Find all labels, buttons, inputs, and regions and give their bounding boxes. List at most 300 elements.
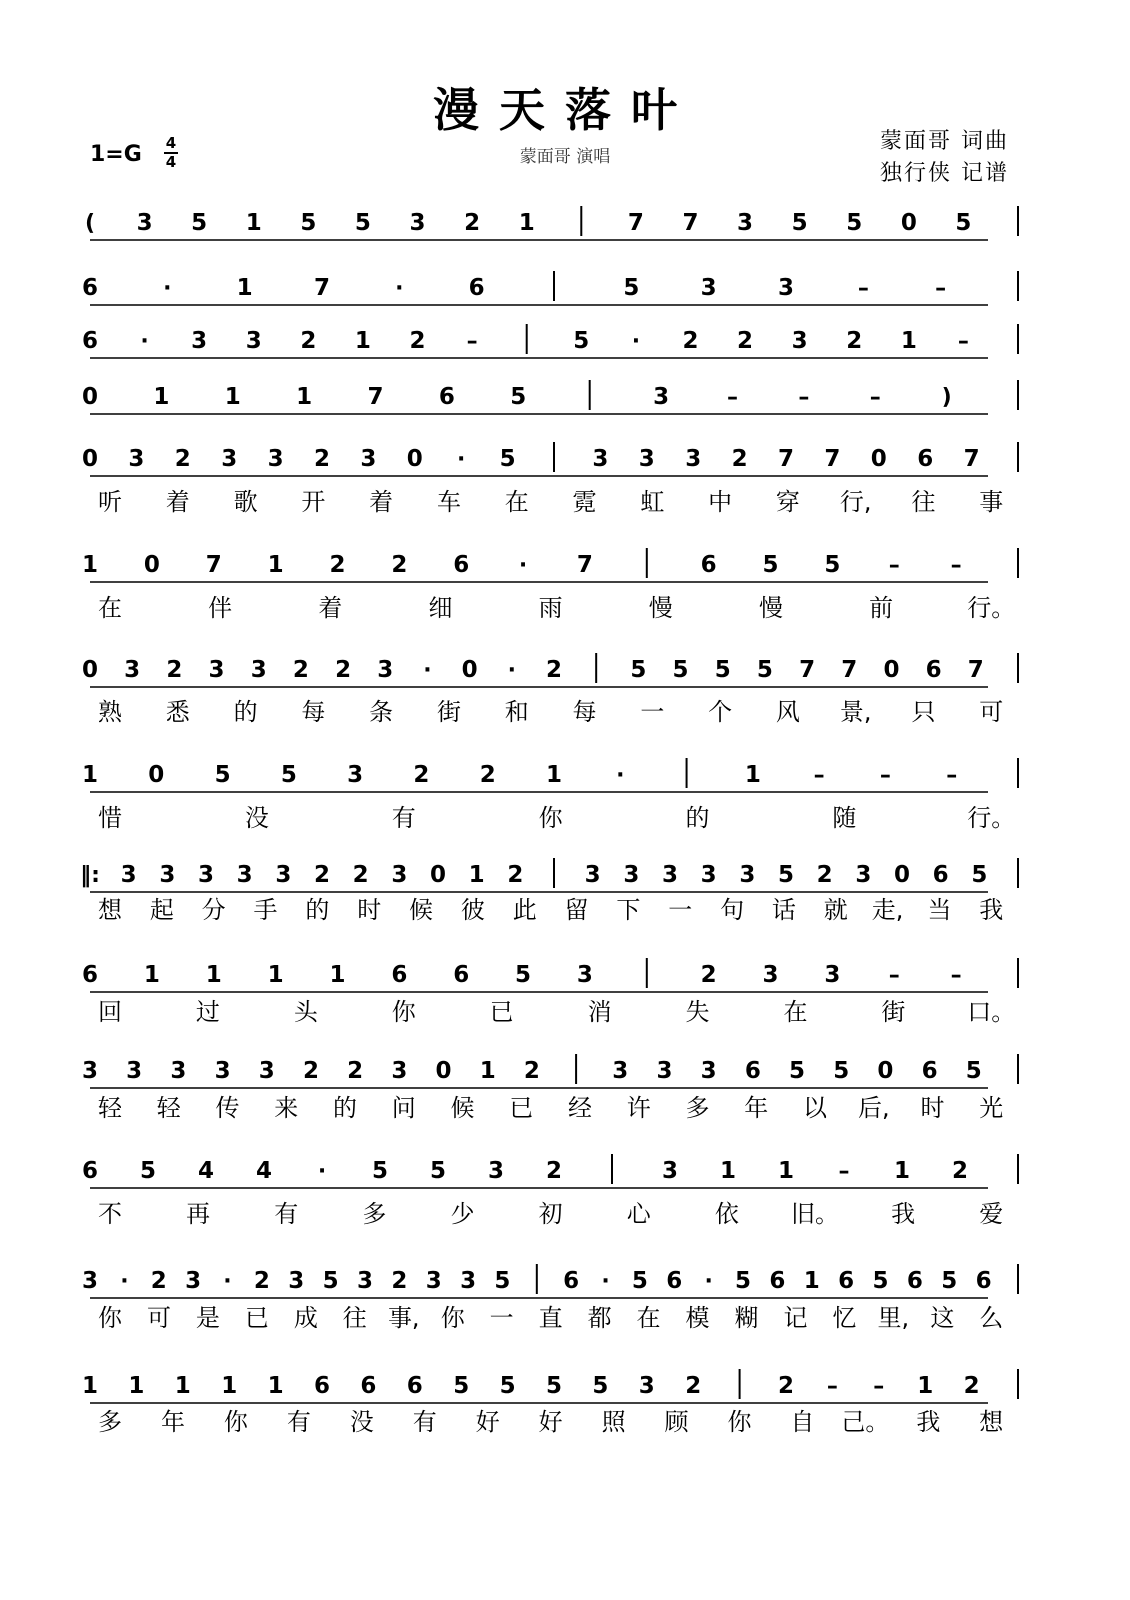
note: 2 bbox=[150, 1268, 167, 1294]
note: 3 bbox=[250, 657, 267, 683]
score-symbol: – bbox=[946, 763, 958, 788]
lyric-char: 里, bbox=[877, 1304, 910, 1332]
lyric-char: 往 bbox=[911, 488, 936, 516]
note: 3 bbox=[661, 862, 679, 888]
note: 1 bbox=[719, 1158, 737, 1184]
note: 1 bbox=[81, 552, 99, 578]
score-symbol: · bbox=[317, 1159, 327, 1184]
score-symbol: – bbox=[950, 963, 962, 988]
lyric-char: 口。 bbox=[967, 998, 1016, 1026]
lyric-char: 熟 bbox=[98, 698, 122, 726]
note: 3 bbox=[197, 862, 215, 888]
score-system bbox=[82, 1264, 1018, 1332]
note: 2 bbox=[479, 762, 496, 788]
lyric-char: 慢 bbox=[758, 594, 783, 622]
lyric-char: 听 bbox=[98, 488, 122, 516]
lyric-char: 旧。 bbox=[791, 1200, 840, 1228]
note: 5 bbox=[735, 1268, 752, 1294]
lyric-char: 候 bbox=[409, 896, 434, 924]
note: 2 bbox=[464, 210, 481, 236]
score-symbol: · bbox=[163, 276, 172, 301]
note: 3 bbox=[267, 446, 284, 472]
song-title: 漫天落叶 bbox=[433, 83, 697, 137]
note: 3 bbox=[288, 1268, 305, 1294]
note: 3 bbox=[208, 657, 225, 683]
lyric-char: 一 bbox=[640, 698, 665, 726]
lyric-char: 我 bbox=[891, 1200, 916, 1228]
score-symbol: – bbox=[957, 329, 969, 354]
lyric-char: 你 bbox=[440, 1304, 465, 1332]
lyric-char: 留 bbox=[564, 896, 589, 924]
score-symbol: – bbox=[726, 385, 738, 410]
note: 3 bbox=[460, 1268, 477, 1294]
note: 6 bbox=[975, 1268, 992, 1294]
lyric-char: 消 bbox=[587, 998, 612, 1026]
note: 2 bbox=[413, 762, 430, 788]
note: 5 bbox=[630, 657, 647, 683]
note: 3 bbox=[855, 862, 872, 888]
note: 5 bbox=[214, 762, 231, 788]
note: 3 bbox=[700, 862, 717, 888]
note: 3 bbox=[592, 446, 609, 472]
note: 1 bbox=[296, 384, 313, 410]
lyric-char: 中 bbox=[708, 488, 733, 516]
note: 1 bbox=[81, 1373, 99, 1399]
note: 5 bbox=[499, 1373, 516, 1399]
note: 2 bbox=[174, 446, 191, 472]
lyric-char: 只 bbox=[911, 698, 936, 726]
note: 2 bbox=[302, 1058, 319, 1084]
note: 1 bbox=[518, 210, 535, 236]
lyric-char: 慢 bbox=[648, 594, 673, 622]
lyric-char: 好 bbox=[538, 1408, 563, 1436]
note: 2 bbox=[166, 657, 183, 683]
note: 1 bbox=[354, 328, 371, 354]
lyric-char: 景, bbox=[839, 698, 872, 726]
lyric-char: 个 bbox=[708, 698, 733, 726]
score-symbol: – bbox=[888, 553, 900, 578]
note: 1 bbox=[803, 1268, 820, 1294]
lyric-char: 行。 bbox=[967, 804, 1016, 832]
lyric-char: 可 bbox=[146, 1304, 171, 1332]
lyric-char: 街 bbox=[436, 698, 461, 726]
note: 3 bbox=[360, 446, 377, 472]
note: 6 bbox=[925, 657, 942, 683]
note: 3 bbox=[170, 1058, 187, 1084]
lyric-char: 此 bbox=[512, 896, 537, 924]
note: 7 bbox=[841, 657, 858, 683]
note: 3 bbox=[128, 446, 145, 472]
lyric-char: 话 bbox=[771, 896, 796, 924]
note: 1 bbox=[777, 1158, 795, 1184]
note: 3 bbox=[391, 1058, 408, 1084]
lyric-char: 都 bbox=[587, 1304, 612, 1332]
lyric-char: 忆 bbox=[832, 1304, 857, 1332]
score-symbol: – bbox=[869, 385, 881, 410]
note: 7 bbox=[367, 384, 384, 410]
lyric-char: 不 bbox=[98, 1200, 122, 1228]
lyric-char: 年 bbox=[744, 1094, 769, 1122]
note: 6 bbox=[438, 384, 455, 410]
lyric-char: 心 bbox=[626, 1200, 651, 1228]
lyric-char: 想 bbox=[979, 1408, 1004, 1436]
note: 0 bbox=[143, 552, 160, 578]
note: 3 bbox=[136, 210, 153, 236]
score-symbol: · bbox=[395, 276, 404, 301]
note: 5 bbox=[714, 657, 731, 683]
lyric-char: 失 bbox=[685, 998, 710, 1026]
lyric-char: 细 bbox=[428, 594, 453, 622]
note: 3 bbox=[612, 1058, 629, 1084]
note: 3 bbox=[120, 862, 137, 888]
note: 3 bbox=[824, 962, 841, 988]
lyric-char: 事, bbox=[387, 1304, 420, 1332]
note: 2 bbox=[313, 446, 331, 472]
note: 1 bbox=[900, 328, 917, 354]
score-symbol: – bbox=[879, 763, 891, 788]
note: 5 bbox=[971, 862, 988, 888]
note: 3 bbox=[685, 446, 702, 472]
lyric-char: 彼 bbox=[460, 896, 485, 924]
score-symbol: · bbox=[120, 1269, 129, 1294]
note: 2 bbox=[951, 1158, 969, 1184]
score-system bbox=[82, 380, 1018, 414]
lyric-char: 可 bbox=[979, 698, 1004, 726]
note: 5 bbox=[941, 1268, 958, 1294]
note: 5 bbox=[453, 1373, 470, 1399]
lyric-char: 经 bbox=[568, 1094, 593, 1122]
note: 6 bbox=[666, 1268, 683, 1294]
lyric-char: 多 bbox=[685, 1094, 710, 1122]
lyric-char: 是 bbox=[195, 1304, 220, 1332]
note: 1 bbox=[329, 962, 346, 988]
score-system bbox=[85, 206, 1018, 240]
note: 5 bbox=[789, 1058, 806, 1084]
note: 5 bbox=[494, 1268, 511, 1294]
score-symbol: · bbox=[616, 763, 625, 788]
note: 3 bbox=[409, 210, 426, 236]
lyric-char: 候 bbox=[450, 1094, 475, 1122]
note: 5 bbox=[573, 328, 590, 354]
score-system bbox=[82, 1369, 1018, 1436]
note: 5 bbox=[955, 210, 972, 236]
note: 3 bbox=[185, 1268, 202, 1294]
score-system bbox=[82, 271, 1018, 305]
note: 2 bbox=[300, 328, 317, 354]
note: 3 bbox=[81, 1058, 99, 1084]
lyric-char: 我 bbox=[916, 1408, 941, 1436]
note: 1 bbox=[224, 384, 241, 410]
lyric-char: 的 bbox=[685, 804, 710, 832]
note: 6 bbox=[453, 962, 470, 988]
lyric-char: 头 bbox=[293, 998, 318, 1026]
lyric-char: 走, bbox=[871, 896, 904, 924]
note: 0 bbox=[435, 1058, 452, 1084]
lyric-char: 起 bbox=[149, 896, 174, 924]
score-symbol: – bbox=[935, 276, 947, 301]
note: 2 bbox=[545, 657, 563, 683]
lyric-char: 想 bbox=[98, 896, 122, 924]
note: 2 bbox=[409, 328, 426, 354]
lyric-char: 的 bbox=[333, 1094, 358, 1122]
note: 6 bbox=[700, 552, 717, 578]
lyric-char: 穿 bbox=[775, 488, 800, 516]
note: 5 bbox=[756, 657, 773, 683]
note: 1 bbox=[221, 1373, 238, 1399]
note: 5 bbox=[872, 1268, 889, 1294]
score-symbol: · bbox=[423, 658, 432, 683]
lyric-char: 着 bbox=[369, 488, 394, 516]
note: 3 bbox=[576, 962, 593, 988]
note: 0 bbox=[877, 1058, 894, 1084]
lyric-char: 有 bbox=[412, 1408, 437, 1436]
lyric-char: 在 bbox=[98, 594, 122, 622]
lyric-char: 街 bbox=[881, 998, 906, 1026]
note: 2 bbox=[253, 1268, 270, 1294]
note: 0 bbox=[406, 446, 423, 472]
note: 5 bbox=[631, 1268, 648, 1294]
note: 2 bbox=[329, 552, 346, 578]
note: 4 bbox=[197, 1158, 215, 1184]
lyric-char: 多 bbox=[362, 1200, 387, 1228]
lyric-char: 每 bbox=[572, 698, 597, 726]
note: 2 bbox=[682, 328, 699, 354]
note: 3 bbox=[700, 1058, 717, 1084]
note: 0 bbox=[461, 657, 478, 683]
note: 1 bbox=[153, 384, 170, 410]
key-signature: 1=G bbox=[90, 142, 142, 167]
note: 7 bbox=[576, 552, 593, 578]
lyric-char: 爱 bbox=[979, 1200, 1004, 1228]
note: 3 bbox=[214, 1058, 231, 1084]
lyric-char: 前 bbox=[869, 594, 894, 622]
lyric-char: 一 bbox=[489, 1304, 514, 1332]
note: 6 bbox=[563, 1268, 580, 1294]
score-symbol: · bbox=[704, 1269, 713, 1294]
lyric-char: 我 bbox=[979, 896, 1004, 924]
score-system bbox=[82, 758, 1018, 832]
lyric-char: 风 bbox=[775, 698, 800, 726]
note: 6 bbox=[468, 275, 485, 301]
note: 6 bbox=[406, 1373, 423, 1399]
lyric-char: 伴 bbox=[208, 594, 233, 622]
note: 0 bbox=[81, 446, 99, 472]
note: 2 bbox=[846, 328, 863, 354]
note: 6 bbox=[81, 328, 99, 354]
note: 3 bbox=[425, 1268, 442, 1294]
note: 3 bbox=[275, 862, 292, 888]
note: 2 bbox=[777, 1373, 795, 1399]
note: 2 bbox=[335, 657, 352, 683]
lyric-char: 后, bbox=[857, 1094, 890, 1122]
note: 5 bbox=[545, 1373, 563, 1399]
note: 3 bbox=[236, 862, 253, 888]
note: 2 bbox=[391, 1268, 408, 1294]
score-symbol: – bbox=[888, 963, 900, 988]
note: 6 bbox=[81, 962, 99, 988]
lyric-char: 的 bbox=[233, 698, 258, 726]
lyric-char: 模 bbox=[685, 1304, 710, 1332]
note: 2 bbox=[292, 657, 309, 683]
note: 3 bbox=[656, 1058, 673, 1084]
note: 3 bbox=[739, 862, 756, 888]
lyric-char: 着 bbox=[165, 488, 190, 516]
lyric-char: 事 bbox=[979, 488, 1004, 516]
lyric-char: 再 bbox=[186, 1200, 211, 1228]
note: 1 bbox=[267, 1373, 284, 1399]
note: 6 bbox=[744, 1058, 761, 1084]
score-symbol: ‖: bbox=[80, 863, 100, 888]
note: 7 bbox=[313, 275, 331, 301]
lyric-char: 问 bbox=[391, 1094, 416, 1122]
note: 3 bbox=[638, 1373, 655, 1399]
score-symbol: · bbox=[518, 553, 528, 578]
note: 1 bbox=[468, 862, 485, 888]
note: 3 bbox=[584, 862, 601, 888]
note: 3 bbox=[661, 1158, 679, 1184]
lyric-char: 着 bbox=[318, 594, 343, 622]
note: 3 bbox=[221, 446, 238, 472]
score-symbol: – bbox=[798, 385, 810, 410]
note: 6 bbox=[838, 1268, 855, 1294]
note: 3 bbox=[347, 762, 364, 788]
note: 6 bbox=[906, 1268, 923, 1294]
note: 2 bbox=[313, 862, 331, 888]
note: 5 bbox=[139, 1158, 157, 1184]
score-system bbox=[82, 1054, 1018, 1122]
note: 1 bbox=[545, 762, 563, 788]
note: 7 bbox=[799, 657, 816, 683]
lyric-char: 自 bbox=[790, 1408, 815, 1436]
note: 3 bbox=[791, 328, 808, 354]
score-symbol: · bbox=[140, 329, 149, 354]
note: 2 bbox=[700, 962, 717, 988]
lyric-char: 在 bbox=[783, 998, 808, 1026]
note: 2 bbox=[737, 328, 754, 354]
note: 3 bbox=[245, 328, 262, 354]
note: 6 bbox=[917, 446, 934, 472]
lyric-char: 轻 bbox=[156, 1094, 181, 1122]
note: 3 bbox=[638, 446, 655, 472]
note: 1 bbox=[128, 1373, 145, 1399]
lyric-char: 没 bbox=[349, 1408, 374, 1436]
singer-credit: 蒙面哥 演唱 bbox=[519, 147, 611, 167]
lyric-char: 在 bbox=[504, 488, 529, 516]
composer-credit: 蒙面哥 词曲 bbox=[880, 129, 1009, 154]
note: 3 bbox=[356, 1268, 373, 1294]
score-system bbox=[82, 442, 1018, 516]
lyric-char: 已 bbox=[509, 1094, 534, 1122]
score-symbol: ( bbox=[84, 211, 96, 236]
lyric-char: 已 bbox=[244, 1304, 269, 1332]
note: 1 bbox=[479, 1058, 496, 1084]
lyric-char: 下 bbox=[616, 896, 641, 924]
note: 3 bbox=[81, 1268, 99, 1294]
note: 0 bbox=[429, 862, 447, 888]
note: 1 bbox=[143, 962, 160, 988]
lyric-char: 许 bbox=[626, 1094, 651, 1122]
lyric-char: 顾 bbox=[664, 1408, 689, 1436]
time-signature-denominator: 4 bbox=[165, 153, 177, 171]
lyric-char: 么 bbox=[979, 1304, 1004, 1332]
note: 3 bbox=[653, 384, 670, 410]
score-system bbox=[82, 958, 1018, 1026]
lyric-char: 你 bbox=[98, 1304, 122, 1332]
score-symbol: – bbox=[857, 276, 869, 301]
note: 5 bbox=[965, 1058, 982, 1084]
note: 5 bbox=[191, 210, 208, 236]
note: 6 bbox=[932, 862, 949, 888]
lyric-char: 你 bbox=[727, 1408, 752, 1436]
lyric-char: 歌 bbox=[233, 488, 258, 516]
lyric-char: 的 bbox=[305, 896, 330, 924]
note: 1 bbox=[917, 1373, 934, 1399]
note: 1 bbox=[267, 962, 284, 988]
lyric-char: 已 bbox=[489, 998, 514, 1026]
note: 2 bbox=[685, 1373, 702, 1399]
score-symbol: · bbox=[507, 658, 516, 683]
note: 1 bbox=[744, 762, 761, 788]
score-system bbox=[82, 324, 1018, 358]
note: 1 bbox=[81, 762, 99, 788]
lyric-char: 霓 bbox=[572, 488, 597, 516]
note: 5 bbox=[280, 762, 297, 788]
note: 2 bbox=[352, 862, 369, 888]
score-symbol: – bbox=[838, 1159, 850, 1184]
note: 3 bbox=[700, 275, 717, 301]
score-symbol: – bbox=[826, 1374, 838, 1399]
note: 3 bbox=[377, 657, 394, 683]
note: 2 bbox=[963, 1373, 980, 1399]
note: 7 bbox=[682, 210, 699, 236]
note: 3 bbox=[391, 862, 408, 888]
lyric-char: 有 bbox=[274, 1200, 299, 1228]
lyric-char: 你 bbox=[391, 998, 416, 1026]
note: 3 bbox=[191, 328, 208, 354]
lyric-char: 句 bbox=[720, 896, 745, 924]
lyric-char: 轻 bbox=[98, 1094, 122, 1122]
lyric-char: 当 bbox=[927, 896, 952, 924]
note: 1 bbox=[267, 552, 284, 578]
transcriber-credit: 独行侠 记谱 bbox=[880, 161, 1009, 186]
note: 2 bbox=[545, 1158, 563, 1184]
note: 0 bbox=[870, 446, 887, 472]
lyric-char: 时 bbox=[920, 1094, 945, 1122]
note: 5 bbox=[791, 210, 808, 236]
lyric-char: 每 bbox=[301, 698, 326, 726]
note: 5 bbox=[762, 552, 779, 578]
score-symbol: – bbox=[813, 763, 825, 788]
note: 5 bbox=[824, 552, 841, 578]
lyric-char: 过 bbox=[195, 998, 220, 1026]
score-symbol: ) bbox=[941, 385, 952, 410]
note: 3 bbox=[762, 962, 779, 988]
lyric-char: 车 bbox=[436, 488, 461, 516]
note: 3 bbox=[737, 210, 754, 236]
lyric-char: 你 bbox=[223, 1408, 248, 1436]
lyric-char: 时 bbox=[357, 896, 382, 924]
note: 5 bbox=[354, 210, 371, 236]
note: 4 bbox=[255, 1158, 273, 1184]
note: 7 bbox=[205, 552, 222, 578]
score-symbol: · bbox=[601, 1269, 610, 1294]
lyric-char: 年 bbox=[160, 1408, 185, 1436]
lyric-char: 己。 bbox=[841, 1408, 890, 1436]
score-system bbox=[82, 653, 1018, 726]
note: 5 bbox=[833, 1058, 850, 1084]
note: 1 bbox=[245, 210, 262, 236]
note: 3 bbox=[258, 1058, 275, 1084]
